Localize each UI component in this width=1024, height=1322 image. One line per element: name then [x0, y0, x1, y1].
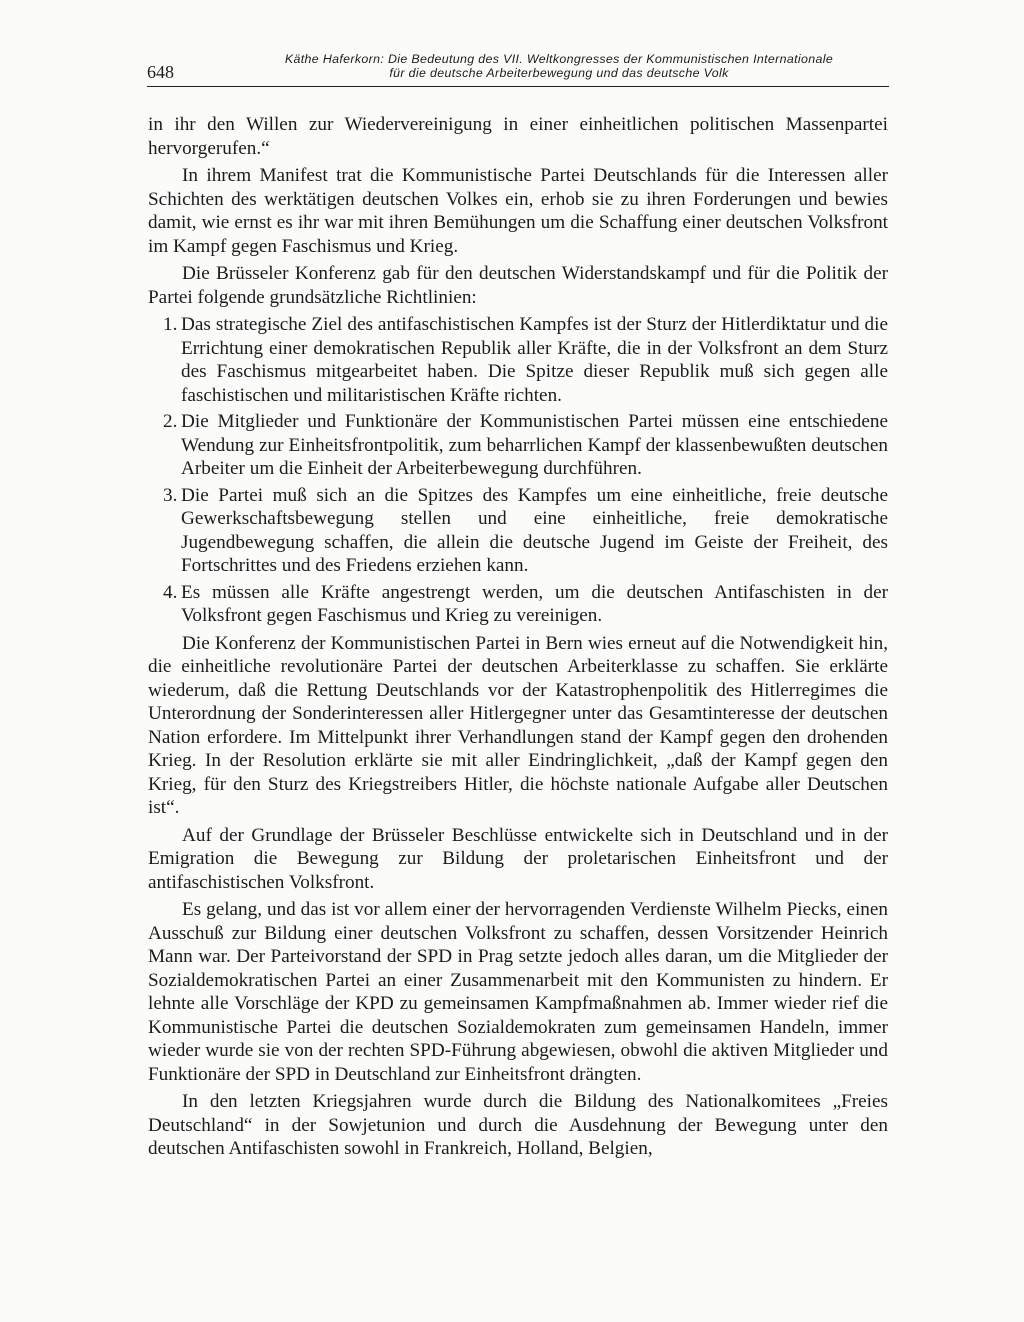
- list-item-text: Die Mitglieder und Funktionäre der Kommunistischen Partei müssen eine entschiedene Wendung zur Einheitsfrontpolitik, zum beharrlichen Kampf der klassenbewußten deutschen Arbeiter um die Einheit der Arbeiterbewegung durchführen.: [181, 411, 888, 479]
- paragraph-1: in ihr den Willen zur Wiedervereinigung in einer einheitlichen politischen Massenpartei hervorgerufen.“: [148, 114, 888, 159]
- list-item: [148, 410, 888, 481]
- list-item-text: Die Partei muß sich an die Spitzes des Kampfes um eine einheitliche, freie deutsche Gewerkschaftsbewegung stellen und eine einheitliche, freie demokratische Jugendbewegung schaffen, die allein die deutsche Jugend im Geiste der Freiheit, des Fortschrittes und des Friedens erziehen kann.: [181, 484, 888, 576]
- list-number: 1.: [163, 314, 178, 335]
- list-item: [148, 581, 888, 628]
- list-number: 2.: [163, 411, 178, 432]
- paragraph-4: Die Konferenz der Kommunistischen Partei in Bern wies erneut auf die Notwendigkeit hin, die einheitliche revolutionäre Partei der deutschen Arbeiterklasse zu schaffen. Sie erklärte wiederum, daß die Rettung Deutschlands vor der Katastrophenpolitik des Hitlerregimes die Unterordnung der Sonderinteressen aller Hitlergegner unter das Gesamtinteresse der deutschen Nation erfordere. Im Mittelpunkt ihrer Verhandlungen stand der Kampf gegen den drohenden Krieg. In der Resolution erklärte sie mit aller Eindringlichkeit, „daß der Kampf gegen den Krieg, für den Sturz des Kriegstreibers Hitler, die höchste nationale Aufgabe aller Deutschen ist“.: [148, 632, 888, 818]
- list-number: 3.: [163, 484, 178, 506]
- paragraph-2: In ihrem Manifest trat die Kommunistische Partei Deutschlands für die Interessen aller Schichten des werktätigen deutschen Volkes ein, erhob sie zu ihren Forderungen und bewies damit, wie ernst es ihr war mit ihren Bemühungen um die Schaffung einer deutschen Volksfront im Kampf gegen Faschismus und Krieg.: [148, 165, 888, 257]
- list-item: [148, 313, 888, 407]
- running-head-line-1: Käthe Haferkorn: Die Bedeutung des VII. Weltkongresses der Kommunistischen Internationale: [284, 52, 834, 66]
- page-header: [147, 50, 889, 87]
- page-number: 648: [147, 62, 174, 82]
- running-head-line-2: für die deutsche Arbeiterbewegung und das deutsche Volk: [389, 66, 729, 80]
- list-item-text: Es müssen alle Kräfte angestrengt werden, um die deutschen Antifaschisten in der Volksfront gegen Faschismus und Krieg zu vereinigen.: [181, 581, 888, 626]
- paragraph-5: Auf der Grundlage der Brüsseler Beschlüsse entwickelte sich in Deutschland und in der Emigration die Bewegung zur Bildung der proletarischen Einheitsfront und der antifaschistischen Volksfront.: [148, 824, 888, 893]
- list-item: [148, 484, 888, 578]
- paragraph-6: Es gelang, und das ist vor allem einer der hervorragenden Verdienste Wilhelm Piecks, einen Ausschuß zur Bildung einer deutschen Volksfront zu schaffen, dessen Vorsitzender Heinrich Mann war. Der Parteivorstand der SPD in Prag setzte jedoch alles daran, um die Mitglieder der Sozialdemokratischen Partei an einer Zusammenarbeit mit den Kommunisten zu hindern. Er lehnte alle Vorschläge der KPD zu gemeinsamen Kampfmaßnahmen ab. Immer wieder rief die Kommunistische Partei die deutschen Sozialdemokraten zum gemeinsamen Handeln, immer wieder wurde sie von der rechten SPD-Führung abgewiesen, obwohl die aktiven Mitglieder und Funktionäre der SPD in Deutschland zur Einheitsfront drängten.: [148, 899, 888, 1085]
- body-text: [148, 113, 888, 1165]
- list-number: 4.: [163, 581, 178, 603]
- running-head: [229, 52, 889, 80]
- paragraph-3: Die Brüsseler Konferenz gab für den deutschen Widerstandskampf und für die Politik der Partei folgende grundsätzliche Richtlinien:: [148, 263, 888, 308]
- list-item-text: Das strategische Ziel des antifaschistischen Kampfes ist der Sturz der Hitlerdiktatur und die Errichtung einer demokratischen Republik aller Kräfte, die in der Volksfront an dem Sturz des Faschismus mitgearbeitet haben. Die Spitze dieser Republik muß sich gegen alle faschistischen und militaristischen Kräfte richten.: [181, 314, 888, 406]
- paragraph-7: In den letzten Kriegsjahren wurde durch die Bildung des Nationalkomitees „Freies Deutschland“ in der Sowjetunion und durch die Ausdehnung der Bewegung unter den deutschen Antifaschisten sowohl in Frankreich, Holland, Belgien,: [148, 1091, 888, 1159]
- guidelines-list: [148, 313, 888, 628]
